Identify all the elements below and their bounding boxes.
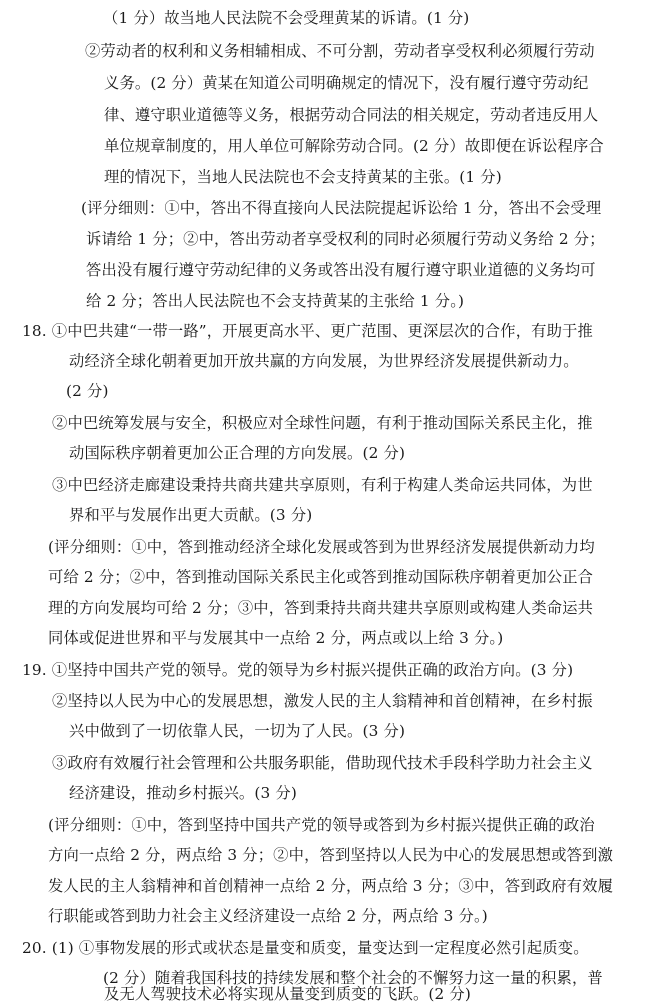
question-20-line: 20. (1) ①事物发展的形式或状态是量变和质变，量变达到一定程度必然引起质变。 [22,939,589,957]
text-line: 界和平与发展作出更大贡献。(3 分) [69,506,313,524]
question-19-line: 19. ①坚持中国共产党的领导。党的领导为乡村振兴提供正确的政治方向。(3 分) [22,661,574,679]
text-line: (2 分）随着我国科技的持续发展和整个社会的不懈努力这一量的积累，普 [103,969,603,987]
text-line: ②中巴统筹发展与安全，积极应对全球性问题，有利于推动国际关系民主化，推 [52,414,593,432]
text-line: ③中巴经济走廊建设秉持共商共建共享原则，有利于构建人类命运共同体，为世 [52,476,593,494]
text-line: 方向一点给 2 分，两点给 3 分；②中，答到坚持以人民为中心的发展思想或答到激 [48,846,614,864]
text-line: 给 2 分；答出人民法院也不会支持黄某的主张给 1 分。) [86,292,465,310]
text-line: 动经济全球化朝着更加开放共赢的方向发展，为世界经济发展提供新动力。 [69,352,579,370]
text-line: 单位规章制度的，用人单位可解除劳动合同。(2 分）故即便在诉讼程序合 [104,137,604,155]
text-line: 义务。(2 分）黄某在知道公司明确规定的情况下，没有履行遵守劳动纪 [104,74,589,92]
text-line: 理的方向发展均可给 2 分；③中，答到秉持共商共建共享原则或构建人类命运共 [48,599,594,617]
text-line: （1 分）故当地人民法院不会受理黄某的诉请。(1 分) [103,9,470,27]
text-line: 同体或促进世界和平与发展其中一点给 2 分，两点或以上给 3 分。) [48,629,504,647]
text-line: 律、遵守职业道德等义务，根据劳动合同法的相关规定，劳动者违反用人 [104,106,599,124]
text-line: (评分细则：①中，答到坚持中国共产党的领导或答到为乡村振兴提供正确的政治 [48,816,595,834]
text-line: 可给 2 分；②中，答到推动国际关系民主化或答到推动国际秩序朝着更加公正合 [48,568,594,586]
text-line: 诉请给 1 分；②中，答出劳动者享受权利的同时必须履行劳动义务给 2 分； [86,230,605,248]
text-line: 动国际秩序朝着更加公正合理的方向发展。(2 分) [69,444,406,462]
text-line: 答出没有履行遵守劳动纪律的义务或答出没有履行遵守职业道德的义务均可 [86,261,596,279]
question-18-line: 18. ①中巴共建“一带一路”，开展更高水平、更广范围、更深层次的合作，有助于推 [22,322,593,340]
text-line: ③政府有效履行社会管理和公共服务职能，借助现代技术手段科学助力社会主义 [52,754,593,772]
text-line: ②劳动者的权利和义务相辅相成、不可分割，劳动者享受权利必须履行劳动 [85,42,595,60]
text-line: (评分细则：①中，答到推动经济全球化发展或答到为世界经济发展提供新动力均 [48,538,595,556]
text-line: ②坚持以人民为中心的发展思想，激发人民的主人翁精神和首创精神，在乡村振 [52,692,593,710]
text-line: 及无人驾驶技术必将实现从量变到质变的飞跃。(2 分) [104,985,471,1003]
text-line: 发人民的主人翁精神和首创精神一点给 2 分，两点给 3 分；③中，答到政府有效履 [48,877,614,895]
text-line: 理的情况下，当地人民法院也不会支持黄某的主张。(1 分) [104,168,502,186]
text-line: 经济建设，推动乡村振兴。(3 分) [69,784,297,802]
text-line: 兴中做到了一切依靠人民，一切为了人民。(3 分) [69,722,406,740]
text-line: (2 分) [66,382,109,400]
text-line: (评分细则：①中，答出不得直接向人民法院提起诉讼给 1 分，答出不会受理 [81,199,602,217]
text-line: 行职能或答到助力社会主义经济建设一点给 2 分，两点给 3 分。) [48,907,488,925]
